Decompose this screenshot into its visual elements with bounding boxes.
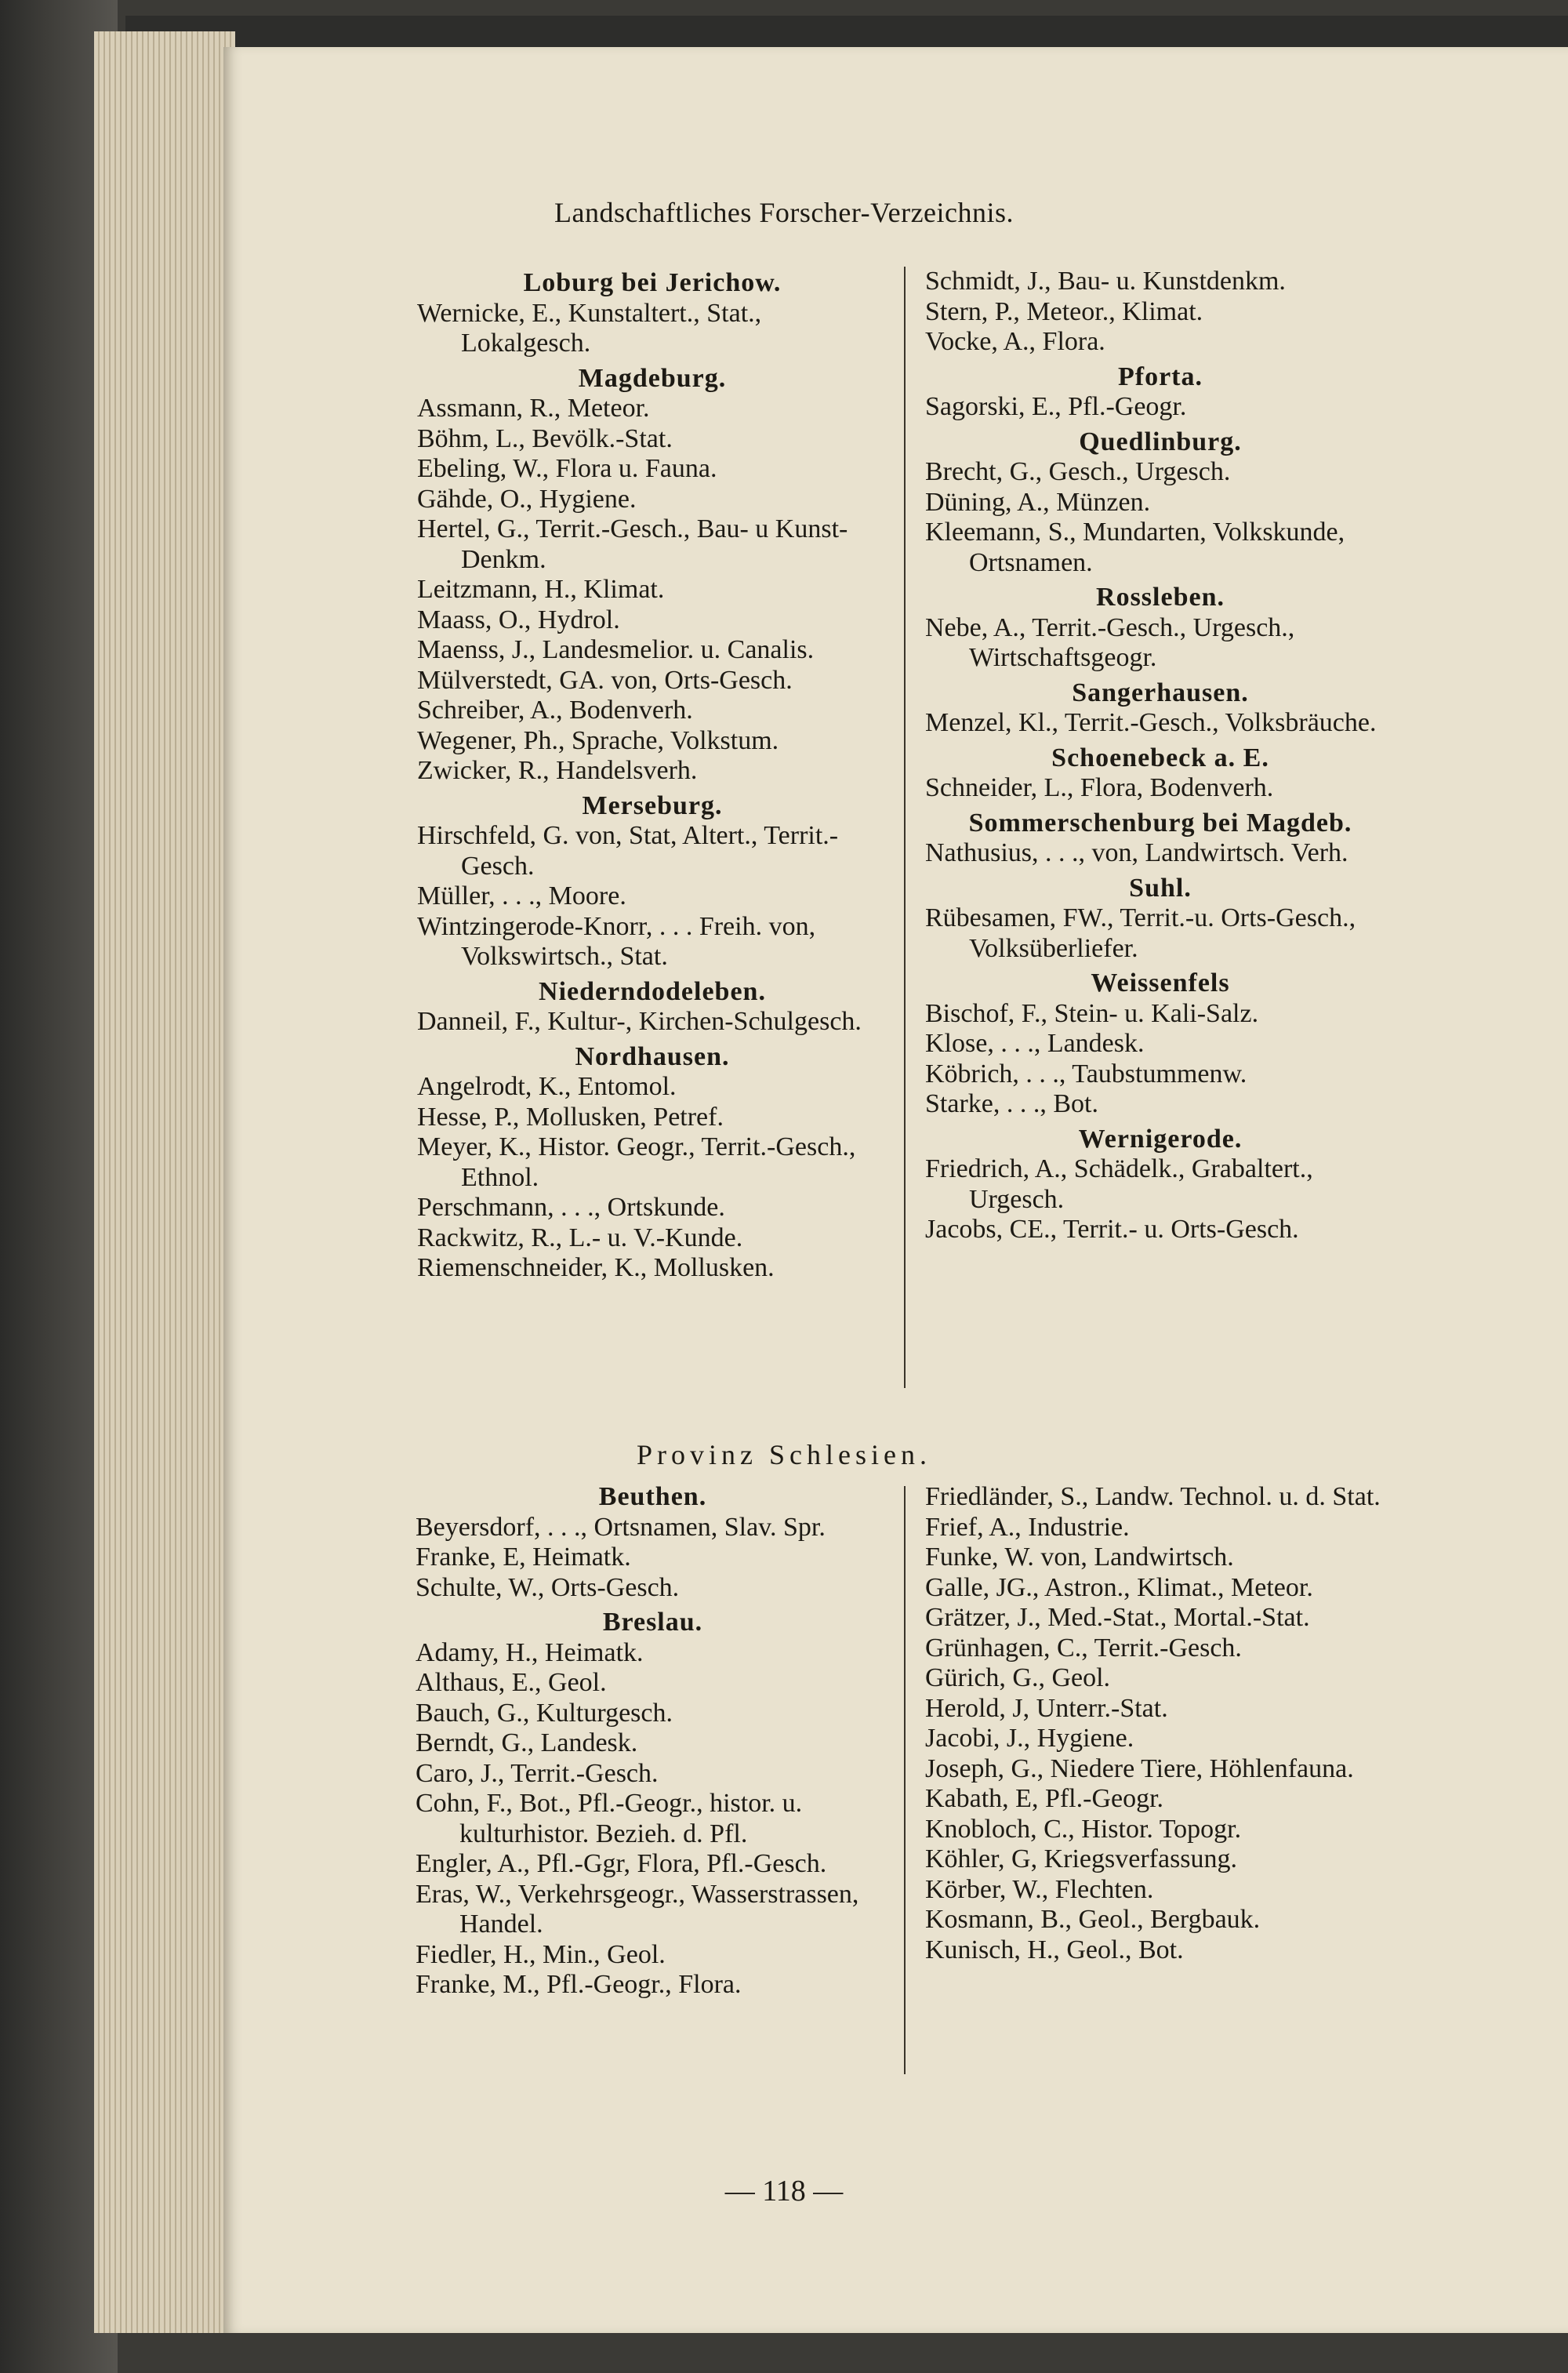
researcher-entry: Caro, J., Territ.-Gesch.: [416, 1758, 659, 1788]
researcher-entry: Adamy, H., Heimatk.: [416, 1637, 644, 1667]
researcher-entry: Brecht, G., Gesch., Urgesch.: [925, 457, 1231, 486]
researcher-entry: Starke, . . ., Bot.: [925, 1089, 1098, 1118]
researcher-entry: Sagorski, E., Pfl.-Geogr.: [925, 392, 1187, 421]
column-divider-upper: [904, 267, 906, 1388]
researcher-entry: Bischof, F., Stein- u. Kali-Salz.: [925, 998, 1259, 1028]
place-heading: Beuthen.: [598, 1482, 707, 1511]
column-divider-lower: [904, 1486, 906, 2074]
researcher-entry: Grünhagen, C., Territ.-Gesch.: [925, 1633, 1242, 1663]
place-heading: Nordhausen.: [575, 1041, 730, 1071]
researcher-entry: Galle, JG., Astron., Klimat., Meteor.: [925, 1572, 1313, 1602]
researcher-entry: Schreiber, A., Bodenverh.: [417, 696, 693, 725]
researcher-entry: Jacobs, CE., Territ.- u. Orts-Gesch.: [925, 1215, 1299, 1244]
researcher-entry: Kunisch, H., Geol., Bot.: [925, 1935, 1184, 1964]
researcher-entry: Engler, A., Pfl.-Ggr, Flora, Pfl.-Gesch.: [416, 1849, 827, 1878]
researcher-entry: Wintzingerode-Knorr, . . . Freih. von, Volkswirtsch., Stat.: [417, 911, 816, 971]
researcher-entry: Friedrich, A., Schädelk., Grabaltert., Urgesch.: [925, 1154, 1313, 1214]
researcher-entry: Körber, W., Flechten.: [925, 1874, 1154, 1904]
researcher-entry: Kosmann, B., Geol., Bergbauk.: [925, 1905, 1261, 1934]
researcher-entry: Schmidt, J., Bau- u. Kunstdenkm.: [925, 267, 1286, 296]
place-heading: Weissenfels: [1091, 968, 1230, 998]
researcher-entry: Funke, W. von, Landwirtsch.: [925, 1543, 1234, 1572]
researcher-entry: Leitzmann, H., Klimat.: [417, 575, 665, 604]
researcher-entry: Joseph, G., Niedere Tiere, Höhlenfauna.: [925, 1753, 1354, 1783]
place-heading: Merseburg.: [582, 790, 723, 820]
researcher-entry: Danneil, F., Kultur-, Kirchen-Schulgesch.: [417, 1007, 862, 1036]
section-title: Provinz Schlesien.: [637, 1439, 931, 1470]
researcher-entry: Riemenschneider, K., Mollusken.: [417, 1253, 775, 1282]
place-heading: Sommerschenburg bei Magdeb.: [968, 808, 1352, 838]
researcher-entry: Vocke, A., Flora.: [925, 327, 1105, 356]
researcher-entry: Rackwitz, R., L.- u. V.-Kunde.: [417, 1223, 743, 1252]
researcher-entry: Gürich, G., Geol.: [925, 1663, 1111, 1692]
place-heading: Sangerhausen.: [1072, 678, 1249, 707]
column-right-upper: [925, 267, 1396, 1245]
researcher-entry: Franke, M., Pfl.-Geogr., Flora.: [416, 1970, 742, 1999]
researcher-entry: Menzel, Kl., Territ.-Gesch., Volksbräuche.: [925, 708, 1377, 737]
researcher-entry: Knobloch, C., Histor. Topogr.: [925, 1814, 1242, 1844]
researcher-entry: Berndt, G., Landesk.: [416, 1728, 638, 1757]
page-number: — 118 —: [724, 2175, 844, 2208]
place-heading: Quedlinburg.: [1079, 427, 1242, 456]
researcher-entry: Zwicker, R., Handelsverh.: [417, 756, 698, 785]
researcher-entry: Kleemann, S., Mundarten, Volkskunde, Ortsnamen.: [925, 518, 1345, 577]
researcher-entry: Frief, A., Industrie.: [925, 1512, 1130, 1542]
researcher-entry: Wegener, Ph., Sprache, Volkstum.: [417, 725, 779, 755]
researcher-entry: Althaus, E., Geol.: [416, 1668, 607, 1697]
researcher-entry: Perschmann, . . ., Ortskunde.: [417, 1193, 725, 1222]
researcher-entry: Wernicke, E., Kunstaltert., Stat., Lokalgesch.: [417, 298, 762, 358]
researcher-entry: Franke, E, Heimatk.: [416, 1543, 631, 1572]
researcher-entry: Hesse, P., Mollusken, Petref.: [417, 1102, 724, 1132]
place-heading: Breslau.: [602, 1608, 703, 1637]
researcher-entry: Angelrodt, K., Entomol.: [417, 1072, 677, 1101]
researcher-entry: Müller, . . ., Moore.: [417, 881, 626, 910]
page-edges: [94, 31, 235, 2333]
researcher-entry: Friedländer, S., Landw. Technol. u. d. Stat.: [925, 1482, 1381, 1511]
researcher-entry: Eras, W., Verkehrsgeogr., Wasserstrassen, Handel.: [416, 1879, 859, 1939]
place-heading: Loburg bei Jerichow.: [523, 268, 782, 297]
researcher-entry: Fiedler, H., Min., Geol.: [416, 1939, 666, 1969]
researcher-entry: Hirschfeld, G. von, Stat, Altert., Territ.-Gesch.: [417, 821, 839, 881]
place-heading: Rossleben.: [1096, 583, 1225, 612]
column-left-upper: [417, 268, 887, 1284]
researcher-entry: Stern, P., Meteor., Klimat.: [925, 296, 1203, 326]
researcher-entry: Nathusius, . . ., von, Landwirtsch. Verh.: [925, 838, 1348, 867]
researcher-entry: Beyersdorf, . . ., Ortsnamen, Slav. Spr.: [416, 1512, 826, 1542]
researcher-entry: Herold, J, Unterr.-Stat.: [925, 1693, 1168, 1723]
researcher-entry: Cohn, F., Bot., Pfl.-Geogr., histor. u. kulturhistor. Bezieh. d. Pfl.: [416, 1789, 803, 1848]
researcher-entry: Hertel, G., Territ.-Gesch., Bau- u Kunst-Denkm.: [417, 514, 848, 574]
researcher-entry: Grätzer, J., Med.-Stat., Mortal.-Stat.: [925, 1603, 1310, 1632]
top-shadow-band: [125, 16, 1568, 49]
researcher-entry: Maenss, J., Landesmelior. u. Canalis.: [417, 635, 815, 664]
researcher-entry: Klose, . . ., Landesk.: [925, 1029, 1145, 1058]
running-header: Landschaftliches Forscher-Verzeichnis.: [554, 197, 1014, 228]
researcher-entry: Schneider, L., Flora, Bodenverh.: [925, 773, 1274, 802]
place-heading: Wernigerode.: [1078, 1124, 1243, 1154]
place-heading: Pforta.: [1117, 362, 1203, 391]
researcher-entry: Maass, O., Hydrol.: [417, 605, 620, 634]
place-heading: Magdeburg.: [578, 363, 727, 393]
researcher-entry: Köbrich, . . ., Taubstummenw.: [925, 1059, 1247, 1088]
researcher-entry: Ebeling, W., Flora u. Fauna.: [417, 454, 717, 483]
column-right-lower: [925, 1482, 1396, 1965]
place-heading: Niederndodeleben.: [539, 976, 766, 1006]
researcher-entry: Assmann, R., Meteor.: [417, 394, 650, 423]
column-left-lower: [416, 1482, 890, 2001]
researcher-entry: Kabath, E, Pfl.-Geogr.: [925, 1784, 1164, 1813]
researcher-entry: Nebe, A., Territ.-Gesch., Urgesch., Wirtschaftsgeogr.: [925, 612, 1295, 672]
researcher-entry: Gähde, O., Hygiene.: [417, 484, 637, 514]
place-heading: Suhl.: [1129, 873, 1192, 903]
place-heading: Schoenebeck a. E.: [1051, 743, 1269, 772]
researcher-entry: Bauch, G., Kulturgesch.: [416, 1698, 673, 1728]
researcher-entry: Mülverstedt, GA. von, Orts-Gesch.: [417, 665, 793, 695]
researcher-entry: Düning, A., Münzen.: [925, 487, 1151, 517]
researcher-entry: Köhler, G, Kriegsverfassung.: [925, 1844, 1238, 1873]
researcher-entry: Jacobi, J., Hygiene.: [925, 1724, 1134, 1753]
researcher-entry: Schulte, W., Orts-Gesch.: [416, 1572, 680, 1602]
researcher-entry: Böhm, L., Bevölk.-Stat.: [417, 423, 673, 453]
researcher-entry: Meyer, K., Histor. Geogr., Territ.-Gesch., Ethnol.: [417, 1132, 856, 1192]
researcher-entry: Rübesamen, FW., Territ.-u. Orts-Gesch., Volksüberliefer.: [925, 903, 1356, 963]
